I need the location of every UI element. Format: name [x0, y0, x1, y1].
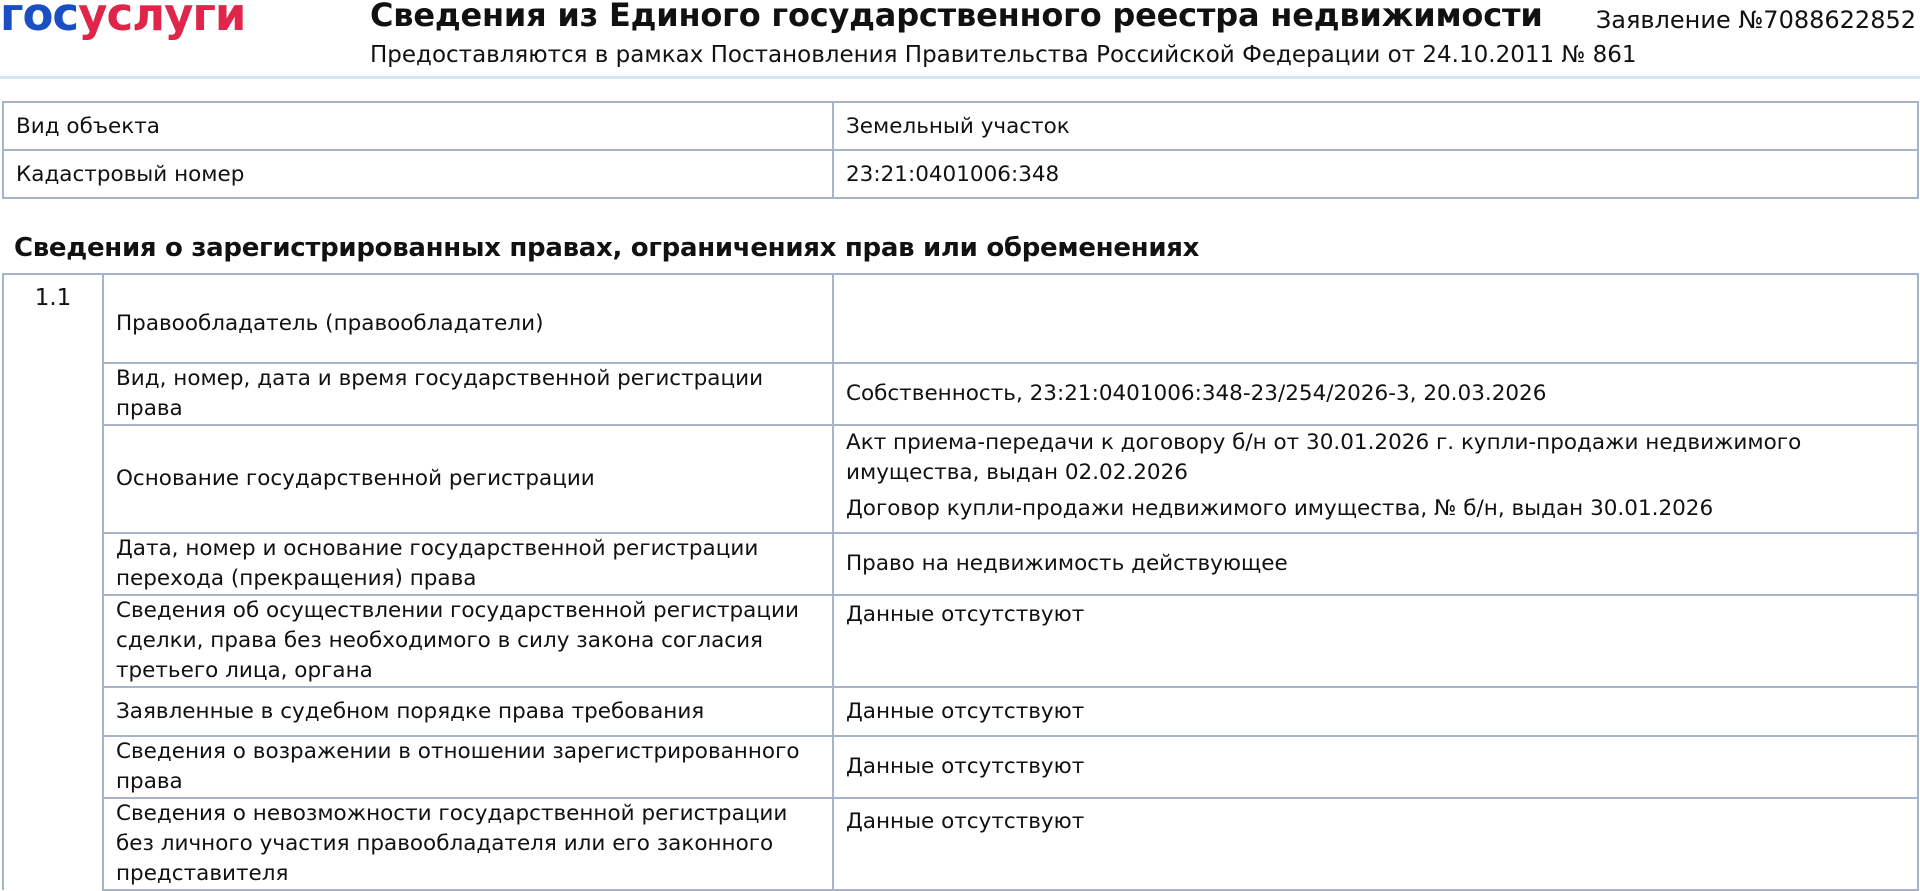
personal-participation-value: Данные отсутствуют [833, 798, 1918, 890]
rights-table [2, 273, 1919, 891]
logo-part-gos: гос [0, 0, 79, 41]
objection-info-label: Сведения о возражении в отношении зарегистрированного права [103, 736, 833, 798]
object-info-table [2, 101, 1919, 199]
object-type-label: Вид объекта [3, 102, 833, 150]
object-type-value: Земельный участок [833, 102, 1918, 150]
table-row [3, 363, 1918, 425]
document-title: Сведения из Единого государственного реестра недвижимости [370, 0, 1543, 34]
table-row [3, 798, 1918, 890]
registration-basis-document-1: Акт приема-передачи к договору б/н от 30.01.2026 г. купли-продажи недвижимого имущества, выдан 02.02.2026 [846, 430, 1802, 485]
table-row [3, 274, 1918, 363]
header-divider [0, 76, 1920, 79]
court-claims-value: Данные отсутствуют [833, 687, 1918, 736]
third-party-consent-label: Сведения об осуществлении государственной регистрации сделки, права без необходимого в силу закона согласия третьего лица, органа [103, 595, 833, 687]
logo-part-uslugi: услуги [78, 0, 246, 41]
personal-participation-label: Сведения о невозможности государственной регистрации без личного участия правообладателя или его законного представителя [103, 798, 833, 890]
right-holder-value [833, 274, 1918, 363]
document-subtitle: Предоставляются в рамках Постановления Правительства Российской Федерации от 24.10.2011 № 861 [370, 42, 1637, 68]
registration-basis-value [833, 425, 1918, 533]
rights-section-title: Сведения о зарегистрированных правах, ограничениях прав или обременениях [14, 233, 1200, 263]
table-row [3, 425, 1918, 533]
court-claims-label: Заявленные в судебном порядке права требования [103, 687, 833, 736]
transfer-registration-value: Право на недвижимость действующее [833, 533, 1918, 595]
third-party-consent-value: Данные отсутствуют [833, 595, 1918, 687]
right-entry-number: 1.1 [3, 274, 103, 890]
registration-info-value: Собственность, 23:21:0401006:348-23/254/2026-3, 20.03.2026 [833, 363, 1918, 425]
table-row [3, 595, 1918, 687]
right-holder-label: Правообладатель (правообладатели) [103, 274, 833, 363]
table-row [3, 687, 1918, 736]
table-row [3, 102, 1918, 150]
gosuslugi-logo [0, 0, 246, 41]
table-row [3, 533, 1918, 595]
cadastral-number-value: 23:21:0401006:348 [833, 150, 1918, 198]
registration-basis-label: Основание государственной регистрации [103, 425, 833, 533]
cadastral-number-label: Кадастровый номер [3, 150, 833, 198]
statement-number: Заявление №7088622852 [1595, 6, 1916, 34]
registration-info-label: Вид, номер, дата и время государственной регистрации права [103, 363, 833, 425]
table-row [3, 736, 1918, 798]
objection-info-value: Данные отсутствуют [833, 736, 1918, 798]
registration-basis-document-2: Договор купли-продажи недвижимого имущества, № б/н, выдан 30.01.2026 [846, 496, 1714, 521]
table-row [3, 150, 1918, 198]
transfer-registration-label: Дата, номер и основание государственной регистрации перехода (прекращения) права [103, 533, 833, 595]
